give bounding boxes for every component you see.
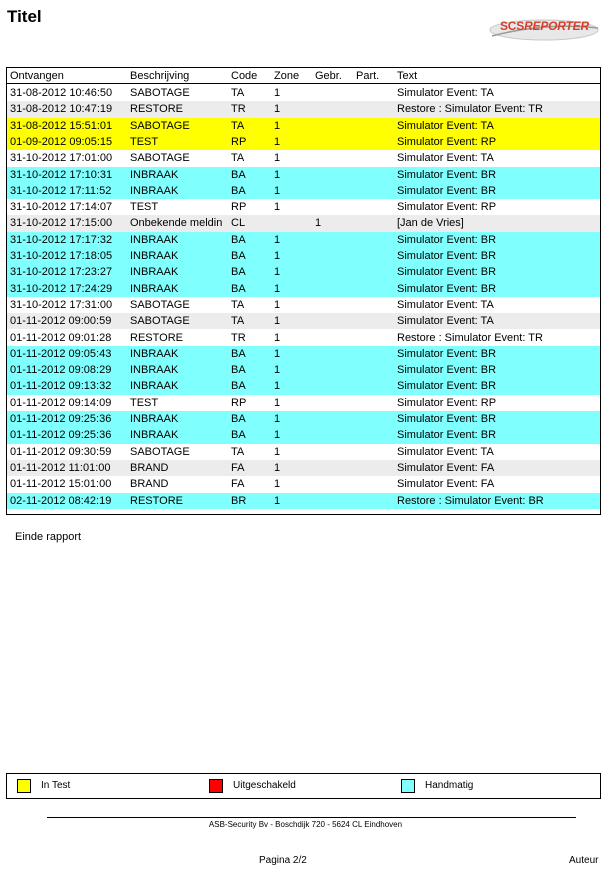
cell-zone: 1	[274, 445, 281, 458]
cell-code: BA	[231, 429, 246, 442]
cell-zone: 1	[274, 413, 281, 425]
cell-text: Simulator Event: BR	[397, 168, 497, 181]
cell-zone: 1	[274, 380, 281, 393]
table-row	[7, 264, 600, 280]
cell-zone: 1	[274, 298, 281, 311]
cell-code: FA	[231, 478, 245, 491]
cell-text: Simulator Event: TA	[397, 315, 494, 328]
table-row	[7, 232, 600, 248]
table-row	[7, 460, 600, 476]
header-code: Code	[231, 70, 258, 82]
cell-text: Simulator Event: RP	[397, 135, 497, 148]
table-row	[7, 101, 600, 117]
cell-beschrijving: SABOTAGE	[130, 119, 190, 132]
table-row	[7, 493, 600, 509]
cell-ontvangen: 01-11-2012 09:14:09	[10, 396, 112, 409]
cell-ontvangen: 31-10-2012 17:31:00	[10, 298, 113, 311]
cell-zone: 1	[274, 152, 281, 165]
cell-beschrijving: RESTORE	[130, 103, 183, 116]
events-table	[6, 67, 601, 515]
cell-beschrijving: SABOTAGE	[130, 87, 190, 99]
end-report-text: Einde rapport	[15, 531, 82, 543]
footer-author: Auteur	[569, 855, 599, 866]
table-row	[7, 346, 600, 362]
cell-zone: 1	[274, 315, 281, 328]
cell-beschrijving: SABOTAGE	[130, 298, 190, 311]
cell-ontvangen: 01-11-2012 09:00:59	[10, 315, 112, 328]
cell-ontvangen: 01-11-2012 11:01:00	[10, 461, 111, 474]
cell-text: Simulator Event: TA	[397, 152, 494, 165]
cell-ontvangen: 01-11-2012 09:05:43	[10, 347, 112, 360]
cell-ontvangen: 02-11-2012 08:42:19	[10, 494, 112, 507]
cell-zone: 1	[274, 347, 281, 360]
swatch-yellow-icon	[17, 779, 31, 793]
table-row	[7, 150, 600, 166]
cell-zone: 1	[274, 103, 281, 116]
cell-zone: 1	[274, 250, 281, 262]
table-row	[7, 427, 600, 443]
cell-text: Simulator Event: BR	[397, 233, 497, 246]
cell-zone: 1	[274, 396, 281, 409]
logo-text	[500, 19, 589, 33]
cell-code: BR	[231, 494, 247, 507]
cell-beschrijving: BRAND	[130, 478, 169, 491]
cell-zone: 1	[274, 494, 281, 507]
table-row	[7, 313, 600, 329]
cell-beschrijving: INBRAAK	[130, 282, 179, 295]
cell-text: Simulator Event: BR	[397, 364, 497, 377]
swatch-cyan-icon	[401, 779, 415, 793]
cell-code: TA	[231, 298, 245, 311]
cell-zone: 1	[274, 135, 281, 148]
cell-code: RP	[231, 396, 247, 409]
cell-text: Simulator Event: BR	[397, 380, 497, 393]
cell-beschrijving: INBRAAK	[130, 347, 179, 360]
cell-ontvangen: 31-10-2012 17:01:00	[10, 152, 113, 165]
table-row	[7, 395, 600, 411]
table-header	[7, 68, 600, 84]
cell-text: Simulator Event: BR	[397, 347, 497, 360]
cell-ontvangen: 31-10-2012 17:18:05	[10, 250, 113, 262]
cell-beschrijving: INBRAAK	[130, 380, 179, 393]
cell-code: BA	[231, 364, 246, 377]
header-part: Part.	[356, 70, 380, 82]
cell-beschrijving: INBRAAK	[130, 250, 179, 262]
cell-beschrijving: TEST	[130, 396, 159, 409]
cell-zone: 1	[274, 478, 281, 491]
report-title: Titel	[7, 7, 42, 26]
cell-zone: 1	[274, 429, 281, 442]
table-row	[7, 476, 600, 492]
cell-beschrijving: INBRAAK	[130, 413, 179, 425]
cell-zone: 1	[274, 331, 281, 344]
table-row	[7, 411, 600, 427]
cell-text: Simulator Event: BR	[397, 429, 497, 442]
table-row	[7, 199, 600, 215]
cell-ontvangen: 01-09-2012 09:05:15	[10, 135, 113, 148]
cell-text: Simulator Event: BR	[397, 413, 497, 425]
cell-beschrijving: INBRAAK	[130, 266, 179, 279]
cell-code: BA	[231, 282, 246, 295]
cell-beschrijving: TEST	[130, 201, 159, 214]
logo-reporter: REPORTER	[524, 19, 589, 33]
header-beschrijving: Beschrijving	[130, 70, 190, 82]
cell-ontvangen: 01-11-2012 09:13:32	[10, 380, 112, 393]
cell-code: TA	[231, 152, 245, 165]
cell-zone: 1	[274, 461, 281, 474]
table-row	[7, 281, 600, 297]
cell-code: RP	[231, 135, 247, 148]
swatch-red-icon	[209, 779, 223, 793]
cell-gebr: 1	[315, 217, 322, 230]
cell-text: Restore : Simulator Event: TR	[397, 103, 543, 116]
cell-code: BA	[231, 168, 246, 181]
cell-beschrijving: INBRAAK	[130, 233, 179, 246]
logo-scs: SCS	[500, 19, 525, 33]
page-number: Pagina 2/2	[259, 855, 307, 866]
cell-text: Simulator Event: BR	[397, 250, 497, 262]
cell-zone: 1	[274, 87, 281, 99]
cell-beschrijving: INBRAAK	[130, 168, 179, 181]
cell-zone: 1	[274, 266, 281, 279]
cell-zone: 1	[274, 364, 281, 377]
cell-beschrijving: TEST	[130, 135, 159, 148]
cell-code: BA	[231, 413, 246, 425]
cell-zone: 1	[274, 201, 281, 214]
cell-ontvangen: 31-08-2012 10:46:50	[10, 87, 113, 99]
cell-code: TA	[231, 119, 245, 132]
cell-beschrijving: SABOTAGE	[130, 445, 190, 458]
cell-beschrijving: INBRAAK	[130, 184, 179, 197]
table-row	[7, 444, 600, 460]
legend-label-handmatig: Handmatig	[425, 780, 474, 791]
cell-code: BA	[231, 233, 246, 246]
table-row	[7, 378, 600, 394]
table-row	[7, 215, 600, 231]
cell-text: Simulator Event: FA	[397, 478, 495, 491]
cell-text: Simulator Event: BR	[397, 184, 497, 197]
cell-beschrijving: INBRAAK	[130, 429, 179, 442]
cell-beschrijving: RESTORE	[130, 494, 183, 507]
cell-text: Simulator Event: RP	[397, 396, 497, 409]
table-row	[7, 248, 600, 264]
cell-code: TR	[231, 331, 246, 344]
cell-ontvangen: 31-10-2012 17:24:29	[10, 282, 113, 295]
cell-text: Simulator Event: TA	[397, 87, 494, 99]
cell-ontvangen: 01-11-2012 15:01:00	[10, 478, 112, 491]
cell-ontvangen: 01-11-2012 09:25:36	[10, 413, 112, 425]
scs-reporter-logo	[488, 16, 600, 42]
cell-ontvangen: 31-10-2012 17:23:27	[10, 266, 113, 279]
header-ontvangen: Ontvangen	[10, 70, 64, 82]
cell-zone: 1	[274, 168, 281, 181]
cell-text: Simulator Event: BR	[397, 266, 497, 279]
cell-ontvangen: 01-11-2012 09:30:59	[10, 445, 112, 458]
table-row	[7, 118, 600, 134]
cell-text: Restore : Simulator Event: BR	[397, 494, 544, 507]
cell-code: CL	[231, 217, 246, 230]
cell-code: FA	[231, 461, 245, 474]
cell-beschrijving: SABOTAGE	[130, 315, 190, 328]
legend	[6, 773, 601, 799]
cell-ontvangen: 31-10-2012 17:11:52	[10, 184, 112, 197]
cell-code: BA	[231, 347, 246, 360]
cell-code: BA	[231, 184, 246, 197]
cell-beschrijving: SABOTAGE	[130, 152, 190, 165]
cell-ontvangen: 31-10-2012 17:14:07	[10, 201, 113, 214]
header-zone: Zone	[274, 70, 300, 82]
cell-text: Simulator Event: TA	[397, 445, 494, 458]
cell-ontvangen: 31-08-2012 15:51:01	[10, 119, 113, 132]
cell-text: Simulator Event: FA	[397, 461, 495, 474]
cell-ontvangen: 31-10-2012 17:10:31	[10, 168, 113, 181]
cell-text: Simulator Event: TA	[397, 119, 494, 132]
table-row	[7, 167, 600, 183]
cell-code: BA	[231, 250, 246, 262]
cell-beschrijving: BRAND	[130, 461, 169, 474]
cell-code: TA	[231, 87, 245, 99]
cell-code: TA	[231, 445, 245, 458]
cell-text: Restore : Simulator Event: TR	[397, 331, 543, 344]
footer-company: ASB-Security Bv - Boschdijk 720 - 5624 CL Eindhoven	[208, 820, 403, 829]
header-gebr: Gebr.	[315, 70, 342, 82]
cell-code: BA	[231, 380, 246, 393]
header-text: Text	[397, 70, 418, 82]
cell-ontvangen: 01-11-2012 09:01:28	[10, 331, 112, 344]
table-row	[7, 297, 600, 313]
cell-zone: 1	[274, 233, 281, 246]
cell-ontvangen: 31-10-2012 17:17:32	[10, 233, 113, 246]
cell-ontvangen: 31-10-2012 17:15:00	[10, 217, 113, 230]
table-row	[7, 85, 600, 101]
cell-code: TR	[231, 103, 246, 116]
cell-zone: 1	[274, 282, 281, 295]
cell-code: BA	[231, 266, 246, 279]
table-row	[7, 134, 600, 150]
cell-text: Simulator Event: RP	[397, 201, 497, 214]
table-row	[7, 330, 600, 346]
footer-divider	[47, 817, 576, 818]
cell-ontvangen: 01-11-2012 09:08:29	[10, 364, 112, 377]
cell-code: RP	[231, 201, 247, 214]
table-row	[7, 362, 600, 378]
legend-label-in-test: In Test	[41, 780, 71, 791]
table-row	[7, 183, 600, 199]
cell-ontvangen: 01-11-2012 09:25:36	[10, 429, 112, 442]
cell-beschrijving: RESTORE	[130, 331, 183, 344]
cell-zone: 1	[274, 184, 281, 197]
cell-text: [Jan de Vries]	[397, 217, 464, 230]
legend-label-uitgeschakeld: Uitgeschakeld	[233, 780, 296, 791]
cell-zone: 1	[274, 119, 281, 132]
cell-beschrijving: Onbekende meldin	[130, 217, 223, 230]
cell-text: Simulator Event: TA	[397, 298, 494, 311]
cell-beschrijving: INBRAAK	[130, 364, 179, 377]
cell-ontvangen: 31-08-2012 10:47:19	[10, 103, 113, 116]
cell-text: Simulator Event: BR	[397, 282, 497, 295]
cell-code: TA	[231, 315, 245, 328]
